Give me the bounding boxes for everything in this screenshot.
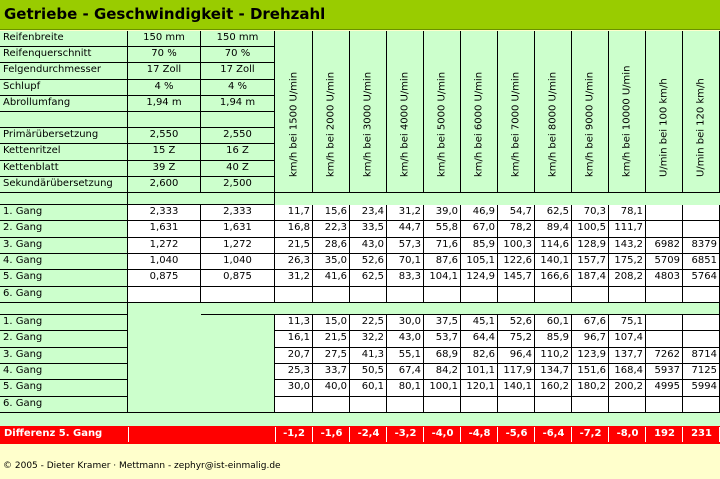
speed-cell: 68,9 [424,348,461,364]
param-value-a[interactable]: 39 Z [128,161,201,177]
speed-cell: 30,0 [387,315,424,331]
speed-cell: 4995 [646,380,683,396]
speed-cell: 100,5 [572,221,609,237]
speed-cell [535,397,572,413]
speed-cell: 5764 [683,270,720,286]
column-header [572,31,609,193]
speed-cell [609,287,646,303]
param-label: Sekundärübersetzung [0,177,128,193]
speed-cell: 28,6 [313,238,350,254]
speed-cell [461,287,498,303]
speed-cell [646,221,683,237]
gear-ratio-b[interactable]: 1,272 [201,238,275,254]
param-label: Schlupf [0,80,128,96]
param-label: Abrollumfang [0,96,128,112]
param-value-b[interactable]: 2,500 [201,177,275,193]
column-header [424,31,461,193]
speed-cell: 128,9 [572,238,609,254]
speed-cell: 166,6 [535,270,572,286]
param-label: Reifenbreite [0,31,128,47]
difference-value: -2,4 [357,428,380,439]
speed-cell: 30,0 [275,380,313,396]
difference-separator [128,427,129,442]
difference-row [0,426,720,444]
spacer-row [201,303,720,315]
column-header [313,31,350,193]
column-header-label: U/min bei 120 km/h [695,78,707,177]
column-header-label: km/h bei 2000 U/min [325,71,337,177]
difference-value: -4,8 [468,428,491,439]
speed-cell: 41,3 [350,348,387,364]
gear-ratio-b[interactable]: 1,631 [201,221,275,237]
speed-cell: 134,7 [535,364,572,380]
speed-cell [387,397,424,413]
speed-cell: 120,1 [461,380,498,396]
gear-ratio-a[interactable] [128,287,201,303]
param-label [0,112,128,128]
speed-cell: 80,1 [387,380,424,396]
speed-cell [646,331,683,347]
param-value-a[interactable]: 15 Z [128,144,201,160]
speed-cell [498,397,535,413]
gear-ratio-b[interactable]: 0,875 [201,270,275,286]
speed-cell: 6851 [683,254,720,270]
speed-cell: 104,1 [424,270,461,286]
speed-cell [424,397,461,413]
speed-cell [646,315,683,331]
speed-cell: 22,3 [313,221,350,237]
speed-cell [683,331,720,347]
speed-cell: 21,5 [275,238,313,254]
speed-cell: 96,7 [572,331,609,347]
speed-cell [275,287,313,303]
gear-label: 4. Gang [0,364,128,380]
speed-cell: 6982 [646,238,683,254]
difference-value: -8,0 [616,428,639,439]
speed-cell: 5937 [646,364,683,380]
difference-value: -1,6 [320,428,343,439]
param-label: Reifenquerschnitt [0,47,128,63]
speed-cell [387,287,424,303]
column-header [498,31,535,193]
speed-cell: 26,3 [275,254,313,270]
speed-cell: 45,1 [461,315,498,331]
gear-ratio-b[interactable] [201,287,275,303]
param-value-b[interactable]: 1,94 m [201,96,275,112]
speed-cell: 124,9 [461,270,498,286]
column-header [350,31,387,193]
speed-cell: 8379 [683,238,720,254]
gear-label: 6. Gang [0,397,128,413]
speed-cell: 140,1 [498,380,535,396]
speed-cell: 157,7 [572,254,609,270]
gear-label: 3. Gang [0,238,128,254]
speed-cell: 70,1 [387,254,424,270]
speed-cell: 83,3 [387,270,424,286]
speed-cell: 75,2 [498,331,535,347]
gear-label: 2. Gang [0,221,128,237]
difference-value: -4,0 [431,428,454,439]
speed-cell: 60,1 [535,315,572,331]
speed-cell: 87,6 [424,254,461,270]
speed-cell: 15,0 [313,315,350,331]
column-header [646,31,683,193]
speed-cell: 25,3 [275,364,313,380]
column-header-label: km/h bei 7000 U/min [510,71,522,177]
difference-value: 192 [654,428,675,439]
gear-label: 3. Gang [0,348,128,364]
speed-cell [683,315,720,331]
speed-cell: 151,6 [572,364,609,380]
speed-cell: 70,3 [572,205,609,221]
column-header [461,31,498,193]
gear-ratio-a[interactable]: 2,333 [128,205,201,221]
param-value-a[interactable]: 70 % [128,47,201,63]
speed-cell: 89,4 [535,221,572,237]
speed-cell: 208,2 [609,270,646,286]
speed-cell [572,287,609,303]
speed-cell [313,287,350,303]
param-value-a[interactable]: 2,600 [128,177,201,193]
speed-cell: 5994 [683,380,720,396]
speed-cell: 84,2 [424,364,461,380]
speed-cell: 100,1 [424,380,461,396]
speed-cell: 140,1 [535,254,572,270]
speed-cell: 107,4 [609,331,646,347]
param-value-a[interactable] [128,112,201,128]
speed-cell: 110,2 [535,348,572,364]
speed-cell: 16,1 [275,331,313,347]
speed-cell: 137,7 [609,348,646,364]
param-value-b[interactable] [201,112,275,128]
speed-cell: 122,6 [498,254,535,270]
speed-cell: 44,7 [387,221,424,237]
speed-cell [683,205,720,221]
gear-label: 4. Gang [0,254,128,270]
speed-cell [350,397,387,413]
difference-label: Differenz 5. Gang [4,428,103,439]
speed-cell: 16,8 [275,221,313,237]
speed-cell: 52,6 [498,315,535,331]
speed-cell: 67,6 [572,315,609,331]
param-value-a[interactable]: 150 mm [128,31,201,47]
speed-cell: 111,7 [609,221,646,237]
column-header [609,31,646,193]
difference-value: -6,4 [542,428,565,439]
speed-cell: 31,2 [275,270,313,286]
column-header-label: km/h bei 5000 U/min [436,71,448,177]
speed-cell: 114,6 [535,238,572,254]
speed-cell: 145,7 [498,270,535,286]
column-header-label: km/h bei 8000 U/min [547,71,559,177]
empty-area [128,315,275,413]
speed-cell: 85,9 [461,238,498,254]
footer-copyright: © 2005 - Dieter Kramer · Mettmann - zephyr@ist-einmalig.de [3,461,281,471]
param-value-a[interactable]: 2,550 [128,128,201,144]
speed-cell [498,287,535,303]
speed-cell: 75,1 [609,315,646,331]
speed-cell: 8714 [683,348,720,364]
speed-cell: 53,7 [424,331,461,347]
speed-cell: 60,1 [350,380,387,396]
param-value-a[interactable]: 4 % [128,80,201,96]
speed-cell: 32,2 [350,331,387,347]
speed-cell: 78,1 [609,205,646,221]
spacer-row [0,303,128,315]
speed-cell: 7125 [683,364,720,380]
column-header-label: km/h bei 6000 U/min [473,71,485,177]
speed-cell [275,397,313,413]
gear-ratio-a[interactable]: 1,631 [128,221,201,237]
speed-cell: 5709 [646,254,683,270]
title-bar [0,0,720,30]
gear-ratio-a[interactable]: 0,875 [128,270,201,286]
speed-cell: 200,2 [609,380,646,396]
speed-cell: 64,4 [461,331,498,347]
speed-cell: 82,6 [461,348,498,364]
speed-cell: 37,5 [424,315,461,331]
column-header [387,31,424,193]
param-label: Primärübersetzung [0,128,128,144]
speed-cell: 54,7 [498,205,535,221]
speed-cell: 175,2 [609,254,646,270]
speed-cell [683,397,720,413]
difference-value: -5,6 [505,428,528,439]
speed-cell [350,287,387,303]
speed-cell: 62,5 [535,205,572,221]
speed-cell: 43,0 [387,331,424,347]
speed-cell: 43,0 [350,238,387,254]
speed-cell: 22,5 [350,315,387,331]
spacer-row [0,193,128,205]
speed-cell: 101,1 [461,364,498,380]
speed-cell [646,205,683,221]
column-header-label: U/min bei 100 km/h [658,78,670,177]
param-value-b[interactable]: 150 mm [201,31,275,47]
speed-cell: 27,5 [313,348,350,364]
speed-cell: 96,4 [498,348,535,364]
param-value-b[interactable]: 16 Z [201,144,275,160]
gear-label: 2. Gang [0,331,128,347]
speed-cell: 85,9 [535,331,572,347]
param-label: Kettenblatt [0,161,128,177]
param-value-b[interactable]: 70 % [201,47,275,63]
speed-cell: 11,3 [275,315,313,331]
difference-value: -7,2 [579,428,602,439]
gear-label: 1. Gang [0,315,128,331]
speed-cell: 160,2 [535,380,572,396]
gear-label: 5. Gang [0,270,128,286]
speed-cell: 11,7 [275,205,313,221]
speed-cell: 39,0 [424,205,461,221]
speed-cell: 20,7 [275,348,313,364]
speed-cell: 41,6 [313,270,350,286]
speed-cell: 78,2 [498,221,535,237]
speed-cell: 23,4 [350,205,387,221]
speed-cell [313,397,350,413]
speed-cell: 33,5 [350,221,387,237]
spreadsheet-grid [0,31,720,426]
speed-cell: 21,5 [313,331,350,347]
difference-value: -1,2 [283,428,305,439]
speed-cell [572,397,609,413]
gear-ratio-a[interactable]: 1,272 [128,238,201,254]
difference-value: 231 [691,428,712,439]
gear-label: 5. Gang [0,380,128,396]
speed-cell: 40,0 [313,380,350,396]
speed-cell [609,397,646,413]
speed-cell [683,287,720,303]
speed-cell: 187,4 [572,270,609,286]
speed-cell: 57,3 [387,238,424,254]
speed-cell: 7262 [646,348,683,364]
speed-cell [646,397,683,413]
speed-cell: 67,4 [387,364,424,380]
speed-cell [535,287,572,303]
param-label: Kettenritzel [0,144,128,160]
column-header [275,31,313,193]
gear-label: 1. Gang [0,205,128,221]
speed-cell: 4803 [646,270,683,286]
speed-cell: 15,6 [313,205,350,221]
page-title: Getriebe - Geschwindigkeit - Drehzahl [4,5,326,23]
column-header-label: km/h bei 1500 U/min [288,71,299,177]
speed-cell: 67,0 [461,221,498,237]
column-header [683,31,720,193]
speed-cell: 31,2 [387,205,424,221]
speed-cell: 71,6 [424,238,461,254]
speed-cell [646,287,683,303]
speed-cell: 100,3 [498,238,535,254]
speed-cell: 46,9 [461,205,498,221]
gear-label: 6. Gang [0,287,128,303]
spacer-row [128,193,275,205]
speed-cell: 33,7 [313,364,350,380]
speed-cell: 105,1 [461,254,498,270]
param-value-b[interactable]: 4 % [201,80,275,96]
param-value-a[interactable]: 17 Zoll [128,63,201,79]
speed-cell [683,221,720,237]
param-label: Felgendurchmesser [0,63,128,79]
speed-cell: 52,6 [350,254,387,270]
gear-ratio-a[interactable]: 1,040 [128,254,201,270]
column-header-label: km/h bei 4000 U/min [399,71,411,177]
difference-value: -3,2 [394,428,417,439]
gear-ratio-b[interactable]: 1,040 [201,254,275,270]
gear-ratio-b[interactable]: 2,333 [201,205,275,221]
param-value-b[interactable]: 17 Zoll [201,63,275,79]
column-header [535,31,572,193]
column-header-label: km/h bei 9000 U/min [584,71,596,177]
speed-cell [461,397,498,413]
speed-cell: 62,5 [350,270,387,286]
param-value-b[interactable]: 40 Z [201,161,275,177]
speed-cell: 168,4 [609,364,646,380]
param-value-b[interactable]: 2,550 [201,128,275,144]
speed-cell: 35,0 [313,254,350,270]
column-header-label: km/h bei 3000 U/min [362,71,374,177]
speed-cell: 55,1 [387,348,424,364]
param-value-a[interactable]: 1,94 m [128,96,201,112]
speed-cell: 180,2 [572,380,609,396]
speed-cell: 50,5 [350,364,387,380]
speed-cell [424,287,461,303]
speed-cell: 55,8 [424,221,461,237]
speed-cell: 143,2 [609,238,646,254]
speed-cell: 123,9 [572,348,609,364]
difference-separator [275,427,276,442]
speed-cell: 117,9 [498,364,535,380]
column-header-label: km/h bei 10000 U/min [621,65,633,177]
